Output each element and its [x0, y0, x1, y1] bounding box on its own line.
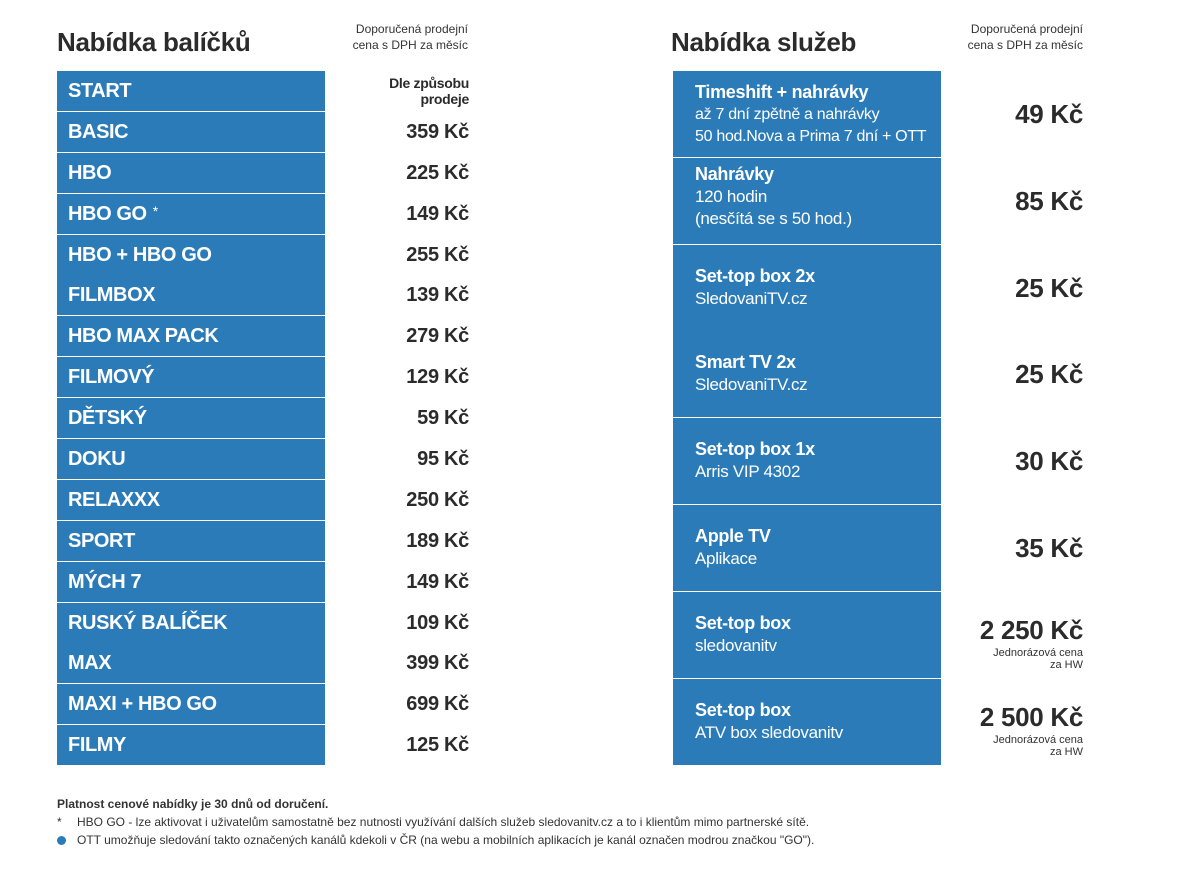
package-row	[57, 235, 469, 276]
service-row	[673, 505, 1083, 592]
services-list	[673, 71, 1083, 765]
service-subtitle: Aplikace	[695, 548, 757, 568]
package-row	[57, 439, 469, 480]
package-row	[57, 725, 469, 766]
service-subtitle: (nesčítá se s 50 hod.)	[695, 208, 852, 228]
packages-list	[57, 71, 469, 766]
service-row	[673, 71, 1083, 158]
service-box	[673, 505, 941, 591]
package-row	[57, 521, 469, 562]
service-box	[673, 71, 941, 157]
package-name: HBO MAX PACK	[57, 316, 325, 356]
service-box	[673, 245, 941, 331]
package-name: SPORT	[57, 521, 325, 561]
footer-notes	[57, 795, 814, 849]
blue-dot-icon	[57, 836, 66, 845]
package-price: 225 Kč	[406, 161, 469, 184]
service-subtitle: 50 hod.Nova a Prima 7 dní + OTT	[695, 128, 927, 145]
packages-title: Nabídka balíčků	[57, 27, 251, 57]
package-name: FILMOVÝ	[57, 357, 325, 397]
package-row	[57, 684, 469, 725]
footnote-hbo-go	[57, 813, 814, 831]
service-price: 2 250 Kč	[979, 614, 1083, 645]
service-price-note-line1: Jednorázová cena	[993, 733, 1083, 746]
package-row	[57, 643, 469, 684]
package-price: 139 Kč	[406, 284, 469, 307]
service-subtitle: 120 hodin	[695, 186, 767, 206]
footnote-ott	[57, 831, 814, 849]
service-price-cell	[1015, 505, 1083, 591]
service-subtitle: až 7 dní zpětně a nahrávky	[695, 106, 880, 123]
package-name: DĚTSKÝ	[57, 398, 325, 438]
package-row	[57, 194, 469, 235]
service-subtitle: SledovaniTV.cz	[695, 375, 808, 395]
package-price: 399 Kč	[406, 652, 469, 675]
package-name: RUSKÝ BALÍČEK	[57, 603, 325, 643]
package-price	[389, 75, 469, 107]
package-price: 189 Kč	[406, 529, 469, 552]
service-price: 25 Kč	[1015, 272, 1083, 303]
services-price-header	[968, 21, 1083, 53]
service-title: Timeshift + nahrávky	[695, 82, 869, 102]
package-name	[57, 194, 325, 234]
packages-price-header-line1: Doporučená prodejní	[355, 22, 468, 36]
service-box	[673, 592, 941, 678]
service-price-note-line1: Jednorázová cena	[993, 646, 1083, 659]
service-title: Nahrávky	[695, 163, 774, 184]
package-row	[57, 357, 469, 398]
package-row	[57, 316, 469, 357]
service-box	[673, 418, 941, 504]
service-price: 85 Kč	[1015, 185, 1083, 216]
service-title: Smart TV 2x	[695, 352, 796, 373]
services-price-header-line2: cena s DPH za měsíc	[967, 38, 1083, 52]
service-price-note	[993, 734, 1083, 758]
package-row	[57, 275, 469, 316]
package-price: 125 Kč	[406, 734, 469, 757]
service-price-cell	[1015, 331, 1083, 417]
service-subtitle: SledovaniTV.cz	[695, 288, 808, 308]
service-price-cell	[1015, 158, 1083, 244]
service-title: Set-top box	[695, 699, 791, 720]
package-name: HBO	[57, 153, 325, 193]
service-price: 49 Kč	[1015, 99, 1083, 129]
package-price: 279 Kč	[406, 325, 469, 348]
service-title: Set-top box 2x	[695, 265, 815, 286]
package-price: 59 Kč	[417, 407, 469, 430]
service-price: 25 Kč	[1015, 359, 1083, 390]
service-row	[673, 331, 1083, 418]
service-row	[673, 592, 1083, 679]
package-row	[57, 562, 469, 603]
package-name: MÝCH 7	[57, 562, 325, 602]
service-price-cell	[1015, 418, 1083, 504]
service-price-cell	[980, 592, 1083, 686]
service-subtitle: Arris VIP 4302	[695, 462, 801, 482]
package-name: DOKU	[57, 439, 325, 479]
service-price-cell	[1015, 245, 1083, 331]
service-title: Apple TV	[695, 525, 771, 546]
package-row	[57, 153, 469, 194]
service-price-cell	[980, 679, 1083, 773]
footnote-hbo-go-text: HBO GO - lze aktivovat i uživatelům samostatně bez nutnosti využívání dalších služeb sledovanitv.cz a to i klientům mimo partnerské sítě.	[77, 815, 810, 829]
service-box	[673, 158, 941, 244]
package-price-line1: Dle způsobu	[389, 75, 469, 91]
service-row	[673, 158, 1083, 245]
package-name: START	[57, 71, 325, 111]
service-row	[673, 245, 1083, 332]
package-price: 149 Kč	[406, 202, 469, 225]
package-name: FILMY	[57, 725, 325, 765]
service-title: Set-top box	[695, 612, 791, 633]
service-price-note	[993, 647, 1083, 671]
package-price: 109 Kč	[406, 611, 469, 634]
package-price: 255 Kč	[406, 243, 469, 266]
package-price: 95 Kč	[417, 448, 469, 471]
service-price-cell	[1015, 71, 1083, 157]
package-price: 359 Kč	[406, 120, 469, 143]
package-price: 250 Kč	[406, 488, 469, 511]
package-row	[57, 398, 469, 439]
service-price: 35 Kč	[1015, 532, 1083, 563]
asterisk-mark: *	[152, 202, 158, 219]
footnote-ott-text: OTT umožňuje sledování takto označených kanálů kdekoli v ČR (na webu a mobilních aplikacích je kanál označen modrou značkou "GO").	[77, 833, 815, 847]
package-row	[57, 71, 469, 112]
package-price: 149 Kč	[406, 570, 469, 593]
service-title: Set-top box 1x	[695, 439, 815, 460]
package-name-text: HBO GO	[68, 202, 147, 225]
services-price-header-line1: Doporučená prodejní	[970, 22, 1083, 36]
packages-price-header-line2: cena s DPH za měsíc	[352, 38, 468, 52]
service-subtitle: sledovanitv	[695, 635, 777, 655]
service-subtitle: ATV box sledovanitv	[695, 722, 844, 742]
service-box	[673, 679, 941, 765]
service-box	[673, 331, 941, 417]
package-name: HBO + HBO GO	[57, 235, 325, 275]
package-row	[57, 112, 469, 153]
package-price: 129 Kč	[406, 366, 469, 389]
package-name: MAX	[57, 643, 325, 683]
service-row	[673, 679, 1083, 766]
asterisk-mark: *	[57, 815, 62, 829]
package-price-line2: prodeje	[420, 91, 469, 107]
package-name: RELAXXX	[57, 480, 325, 520]
package-name: BASIC	[57, 112, 325, 152]
service-price-note-line2: za HW	[1050, 658, 1083, 671]
service-price: 30 Kč	[1015, 446, 1083, 477]
package-row	[57, 480, 469, 521]
services-title: Nabídka služeb	[671, 27, 857, 57]
packages-price-header	[353, 21, 468, 53]
service-price: 2 500 Kč	[979, 701, 1083, 732]
package-row	[57, 603, 469, 644]
package-name: MAXI + HBO GO	[57, 684, 325, 724]
package-price: 699 Kč	[406, 693, 469, 716]
package-name: FILMBOX	[57, 275, 325, 315]
validity-note: Platnost cenové nabídky je 30 dnů od doručení.	[57, 797, 329, 811]
service-price-note-line2: za HW	[1050, 745, 1083, 758]
service-row	[673, 418, 1083, 505]
